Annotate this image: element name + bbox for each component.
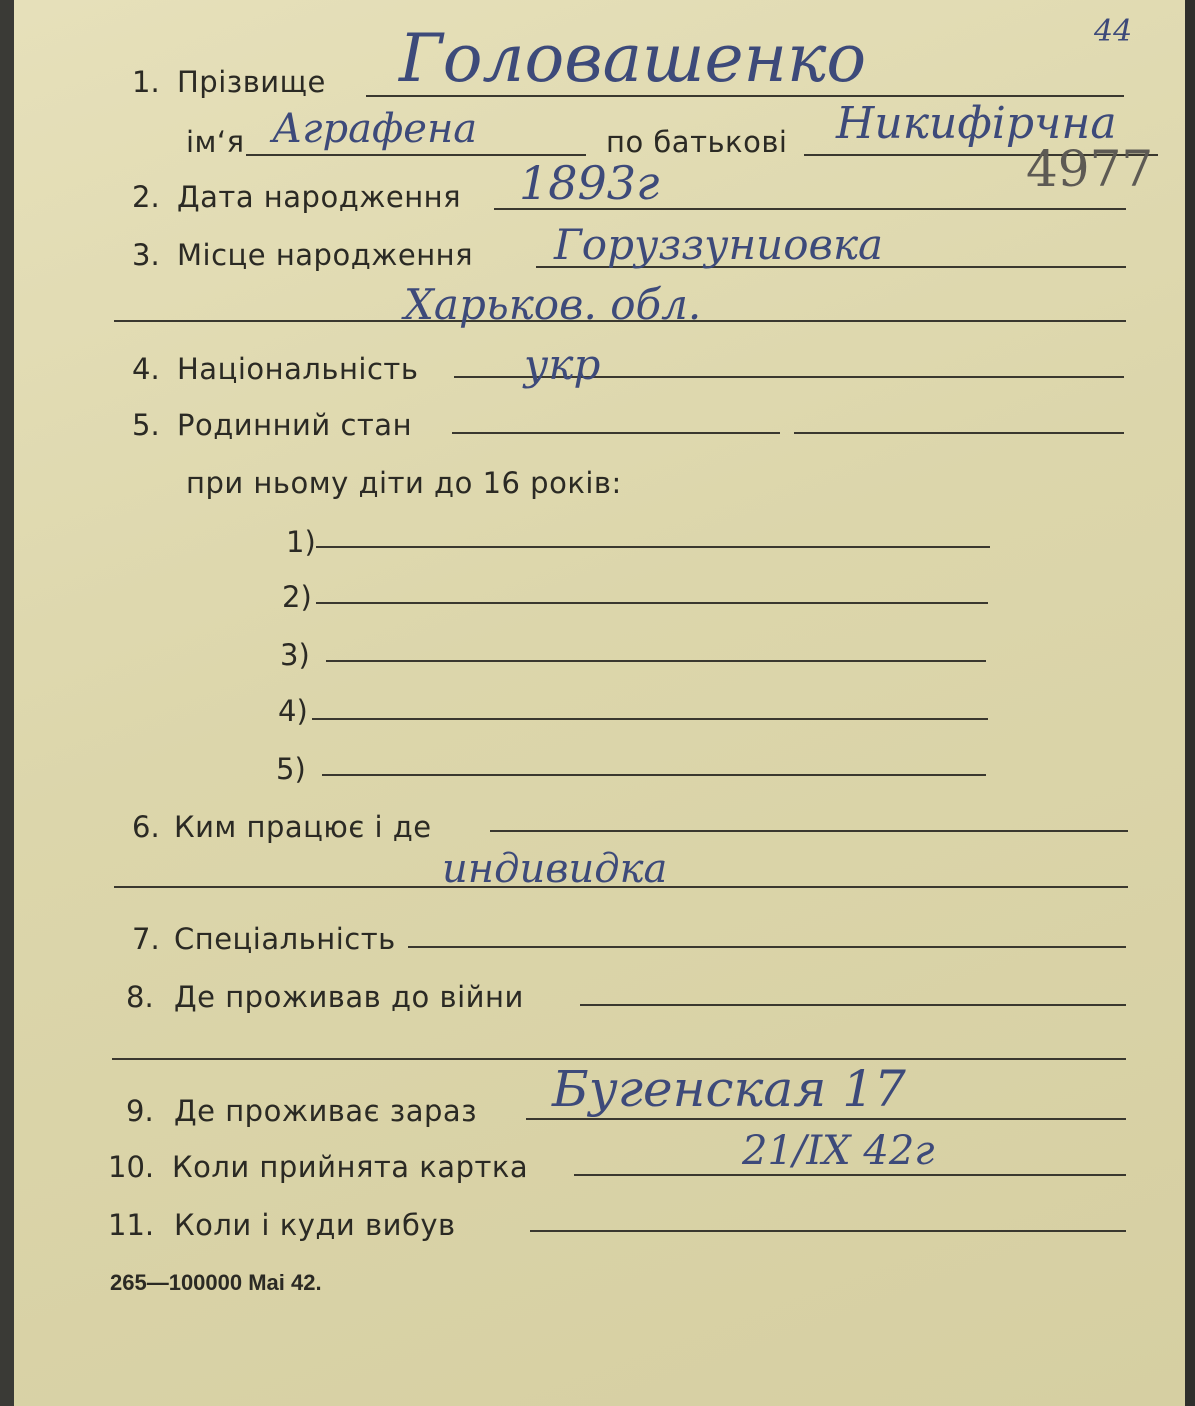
field-3-number: 3. <box>132 238 160 272</box>
child-1-number: 1) <box>286 525 316 559</box>
current-residence-label: Де проживає зараз <box>174 1094 478 1128</box>
patronymic-value: Никифірчна <box>836 98 1117 149</box>
card-accepted-label: Коли прийнята картка <box>172 1150 529 1184</box>
field-10-number: 10. <box>108 1150 155 1184</box>
surname-label: Прізвище <box>177 65 326 99</box>
name-label: ім‘я <box>186 125 245 159</box>
field-7-number: 7. <box>132 922 160 956</box>
specialty-line <box>408 946 1126 948</box>
child-3-line <box>326 660 986 662</box>
child-4-number: 4) <box>278 694 308 728</box>
birth-place-region: Харьков. обл. <box>404 280 702 329</box>
specialty-label: Спеціальність <box>174 922 396 956</box>
child-5-number: 5) <box>276 752 306 786</box>
field-9-number: 9. <box>126 1094 154 1128</box>
child-1-line <box>316 546 990 548</box>
name-value: Аграфена <box>272 106 478 152</box>
child-2-line <box>316 602 988 604</box>
nationality-label: Національність <box>177 352 419 386</box>
print-code: 265—100000 Mai 42. <box>110 1270 322 1295</box>
child-5-line <box>322 774 986 776</box>
prewar-residence-label: Де проживав до війни <box>174 980 524 1014</box>
departure-line <box>530 1230 1126 1232</box>
marital-status-label: Родинний стан <box>177 408 413 442</box>
child-2-number: 2) <box>282 580 312 614</box>
prewar-residence-line <box>580 1004 1126 1006</box>
occupation-label: Ким працює і де <box>174 810 432 844</box>
card-accepted-line <box>574 1174 1126 1176</box>
current-residence-value: Бугенская 17 <box>552 1060 906 1118</box>
current-residence-line <box>526 1118 1126 1120</box>
occupation-line <box>490 830 1128 832</box>
field-1-number: 1. <box>132 65 160 99</box>
birth-place-value: Горуззуниовка <box>554 220 884 269</box>
corner-mark: 44 <box>1094 14 1133 49</box>
field-8-number: 8. <box>126 980 154 1014</box>
departure-label: Коли і куди вибув <box>174 1208 456 1242</box>
marital-status-line-a <box>452 432 780 434</box>
child-3-number: 3) <box>280 638 310 672</box>
field-5-number: 5. <box>132 408 160 442</box>
filed-number: 4977 <box>1026 140 1154 198</box>
children-label: при ньому діти до 16 років: <box>186 466 622 500</box>
field-4-number: 4. <box>132 352 160 386</box>
birth-place-label: Місце народження <box>177 238 474 272</box>
marital-status-line-b <box>794 432 1124 434</box>
birth-date-value: 1893г <box>519 156 660 210</box>
field-6-number: 6. <box>132 810 160 844</box>
birth-date-label: Дата народження <box>177 180 462 214</box>
field-2-number: 2. <box>132 180 160 214</box>
occupation-value: индивидка <box>442 846 668 892</box>
patronymic-label: по батькові <box>606 125 788 159</box>
card-accepted-value: 21/IX 42г <box>742 1128 935 1174</box>
child-4-line <box>312 718 988 720</box>
surname-value: Головашенко <box>399 20 867 97</box>
field-11-number: 11. <box>108 1208 155 1242</box>
nationality-value: укр <box>524 340 601 389</box>
